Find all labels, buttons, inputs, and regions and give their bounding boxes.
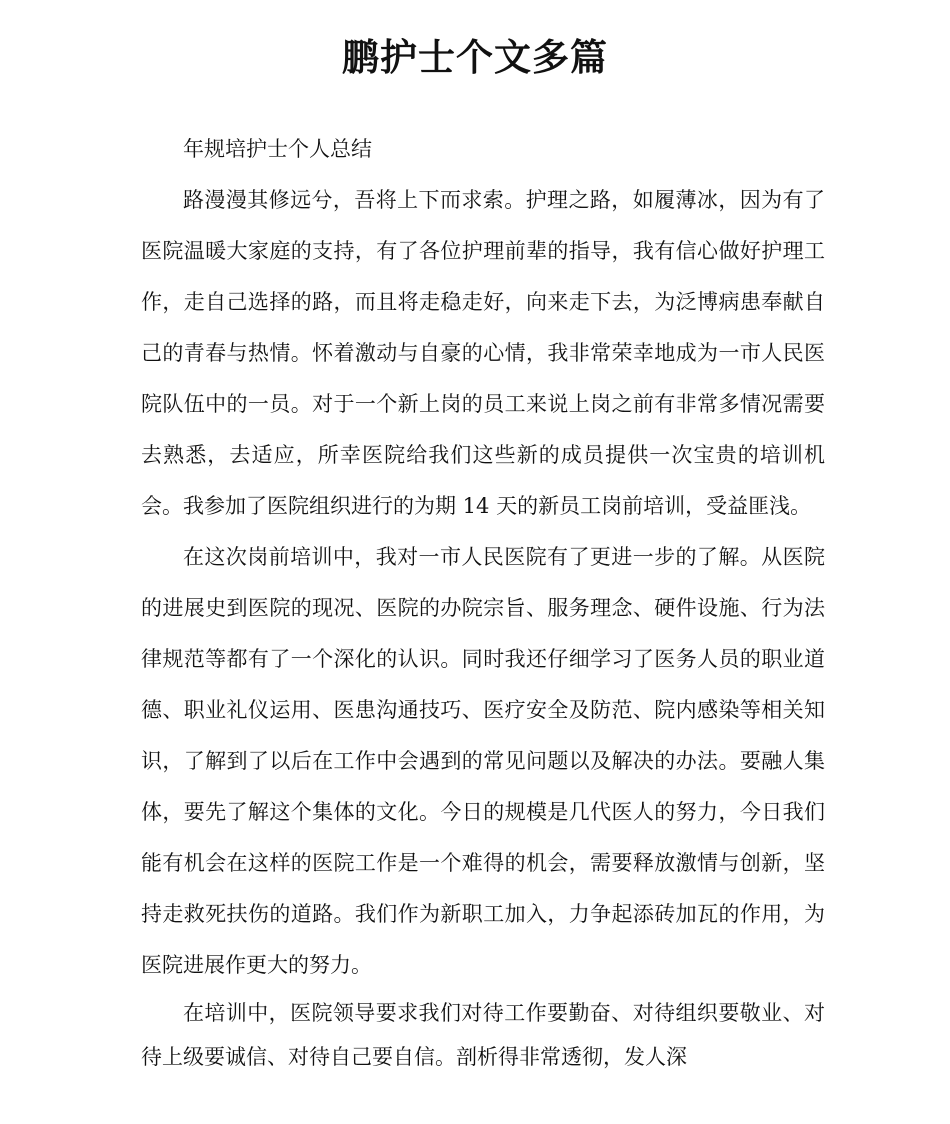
document-title: 鹏护士个文多篇 — [342, 36, 608, 79]
section-heading: 年规培护士个人总结 — [183, 137, 372, 161]
paragraph-1: 路漫漫其修远兮，吾将上下而求索。护理之路，如履薄冰，因为有了医院温暖大家庭的支持，有了各位护理前辈的指导，我有信心做好护理工作，走自己选择的路，而且将走稳走好，向来走下去，为泛博病患奉献自己的青春与热情。怀着激动与自豪的心情，我非常荣幸地成为一市人民医院队伍中的一员。对于一个新上岗的员工来说上岗之前有非常多情况需要去熟悉，去适应，所幸医院给我们这些新的成员提供一次宝贵的培训机会。我参加了医院组织进行的为期 14 天的新员工岗前培训，受益匪浅。 — [141, 188, 825, 518]
paragraph-3: 在培训中，医院领导要求我们对待工作要勤奋、对待组织要敬业、对待上级要诚信、对待自己要自信。剖析得非常透彻，发人深 — [141, 1001, 825, 1069]
paragraph-2: 在这次岗前培训中，我对一市人民医院有了更进一步的了解。从医院的进展史到医院的现况、医院的办院宗旨、服务理念、硬件设施、行为法律规范等都有了一个深化的认识。同时我还仔细学习了医务人员的职业道德、职业礼仪运用、医患沟通技巧、医疗安全及防范、院内感染等相关知识，了解到了以后在工作中会遇到的常见问题以及解决的办法。要融人集体，要先了解这个集体的文化。今日的规模是几代医人的努力，今日我们能有机会在这样的医院工作是一个难得的机会，需要释放激情与创新，坚持走救死扶伤的道路。我们作为新职工加入，力争起添砖加瓦的作用，为医院进展作更大的努力。 — [141, 545, 825, 977]
document-body — [141, 124, 825, 1079]
